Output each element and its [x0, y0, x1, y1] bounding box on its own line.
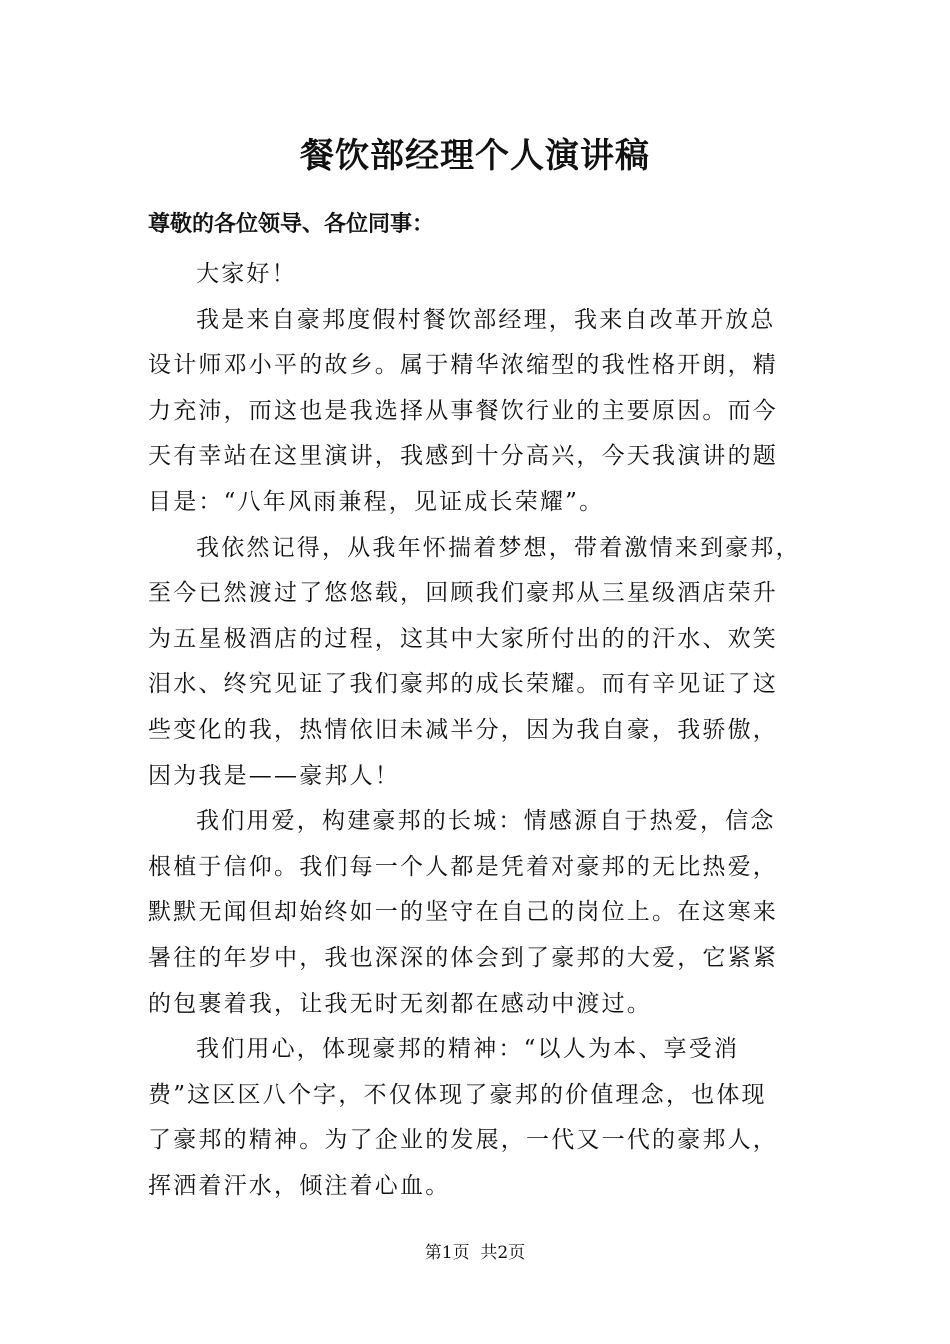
body-line: 了豪邦的精神。为了企业的发展，一代又一代的豪邦人， [148, 1127, 778, 1154]
body-line: 力充沛，而这也是我选择从事餐饮行业的主要原因。而今 [148, 397, 778, 424]
body-line: 为五星极酒店的过程，这其中大家所付出的的汗水、欢笑 [148, 625, 778, 652]
page-footer: 第1页 共2页 [424, 1243, 526, 1263]
body-line: 我依然记得，从我年怀揣着梦想，带着激情来到豪邦， [196, 534, 801, 561]
body-line: 大家好！ [196, 261, 297, 287]
body-line: 至今已然渡过了悠悠载，回顾我们豪邦从三星级酒店荣升 [148, 580, 778, 607]
body-line: 泪水、终究见证了我们豪邦的成长荣耀。而有辛见证了这 [148, 671, 778, 698]
body-line: 目是：“八年风雨兼程，见证成长荣耀”。 [148, 488, 605, 515]
body-line: 些变化的我，热情依旧未减半分，因为我自豪，我骄傲， [148, 716, 778, 743]
body-line: 根植于信仰。我们每一个人都是凭着对豪邦的无比热爱， [148, 853, 778, 880]
body-line: 的包裹着我，让我无时无刻都在感动中渡过。 [148, 990, 652, 1017]
body-line: 默默无闻但却始终如一的坚守在自己的岗位上。在这寒来 [148, 899, 778, 926]
body-line: 暑往的年岁中，我也深深的体会到了豪邦的大爱，它紧紧 [148, 944, 778, 971]
body-line: 挥洒着汗水，倾注着心血。 [148, 1172, 451, 1199]
body-line: 我们用心，体现豪邦的精神：“以人为本、享受消 [196, 1036, 740, 1063]
body-line: 我是来自豪邦度假村餐饮部经理，我来自改革开放总 [196, 306, 776, 333]
body-line: 费”这区区八个字，不仅体现了豪邦的价值理念，也体现 [148, 1081, 767, 1108]
body-line: 因为我是——豪邦人！ [148, 762, 400, 789]
document-title: 餐饮部经理个人演讲稿 [300, 136, 650, 176]
body-line: 天有幸站在这里演讲，我感到十分高兴，今天我演讲的题 [148, 443, 778, 470]
body-line: 我们用爱，构建豪邦的长城：情感源自于热爱，信念 [196, 808, 776, 835]
speech-body [148, 252, 828, 1209]
salutation: 尊敬的各位领导、各位同事： [148, 211, 435, 237]
body-line: 设计师邓小平的故乡。属于精华浓缩型的我性格开朗，精 [148, 352, 778, 379]
